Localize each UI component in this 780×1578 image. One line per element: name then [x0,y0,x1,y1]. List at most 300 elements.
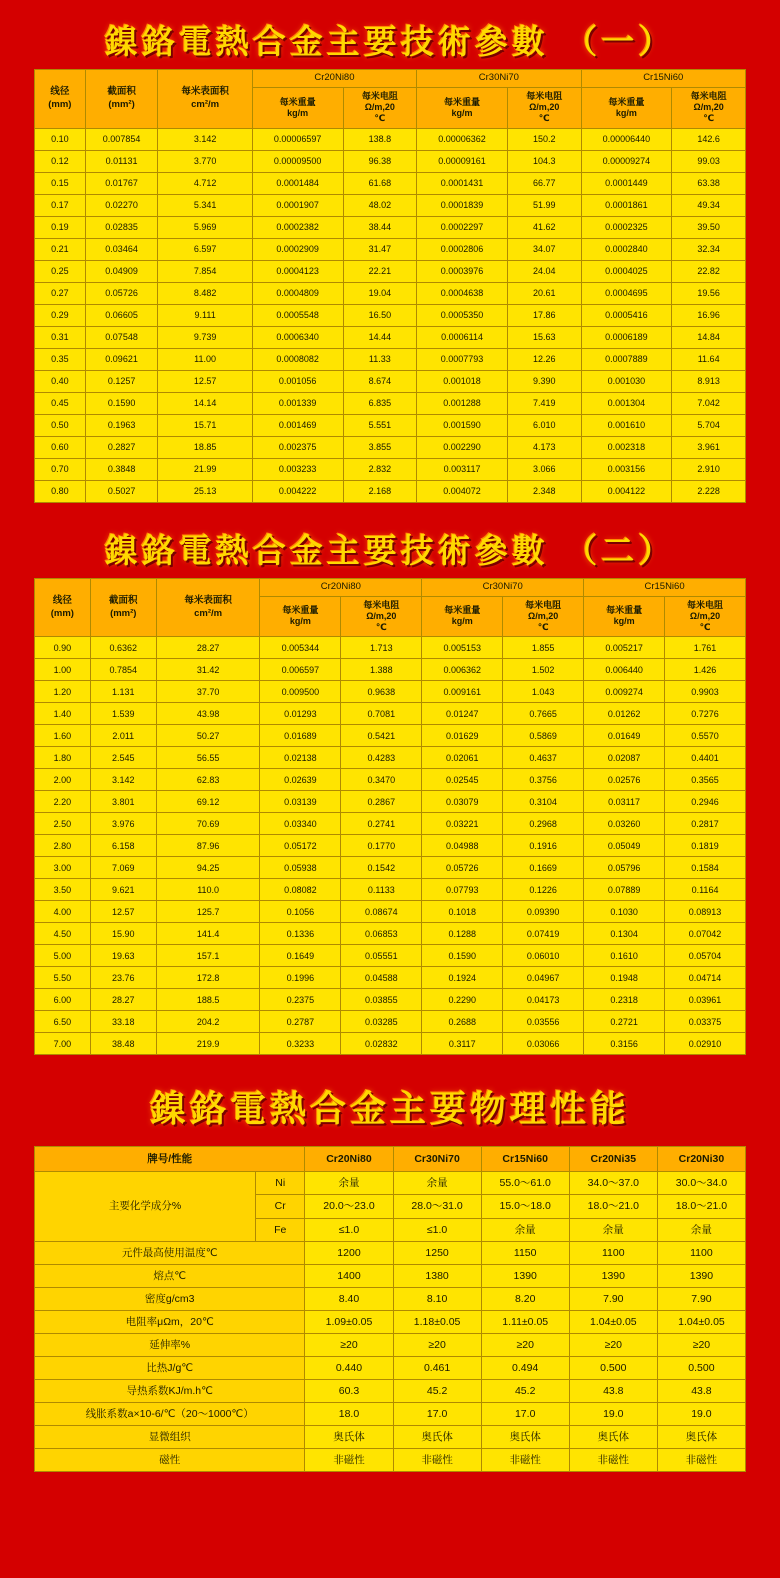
table-cell: 9.621 [90,879,156,901]
table-cell: 43.98 [156,703,260,725]
table-cell: 0.1226 [503,879,584,901]
table-cell: 43.8 [569,1379,657,1402]
table-cell: 6.50 [35,1011,91,1033]
table-cell: 0.02270 [85,194,158,216]
table-cell: 0.3117 [422,1033,503,1055]
table-cell: 1400 [305,1264,393,1287]
params-table-2-head [35,578,746,637]
table-cell: 11.00 [158,348,252,370]
table-cell: 0.3156 [584,1033,665,1055]
header-resistance-1: 每米电阻 Ω/m,20 ℃ [341,596,422,637]
table-row [35,1379,746,1402]
table-cell: ≥20 [569,1333,657,1356]
table-cell: 0.007854 [85,128,158,150]
table-cell: 0.0007889 [581,348,672,370]
table-cell: 0.1257 [85,370,158,392]
table-row [35,923,746,945]
table-header-row-top [35,70,746,88]
header-col-cr20ni80: Cr20Ni80 [305,1147,393,1172]
table-cell: 33.18 [90,1011,156,1033]
table-cell: 0.3756 [503,769,584,791]
table-cell: 20.0～23.0 [305,1195,393,1218]
table-cell: 66.77 [507,172,581,194]
table-cell: 0.1963 [85,414,158,436]
table-cell: 15.71 [158,414,252,436]
table-cell: 0.009274 [584,681,665,703]
table-cell: 138.8 [343,128,417,150]
table-cell: 0.1336 [260,923,341,945]
table-cell: 172.8 [156,967,260,989]
table-cell: 0.02832 [341,1033,422,1055]
table-cell: 0.01262 [584,703,665,725]
table-cell: 9.111 [158,304,252,326]
table-cell: 8.40 [305,1287,393,1310]
table-cell: 38.48 [90,1033,156,1055]
table-cell: 0.00009161 [417,150,508,172]
table-cell: 19.63 [90,945,156,967]
table-cell: 0.03464 [85,238,158,260]
table-cell: 61.68 [343,172,417,194]
table-cell: 7.90 [657,1287,745,1310]
table-cell: 0.03340 [260,813,341,835]
table-row [35,1403,746,1426]
table-cell: 0.1304 [584,923,665,945]
table-cell: 1.20 [35,681,91,703]
table-cell: 0.2787 [260,1011,341,1033]
table-cell: 5.00 [35,945,91,967]
table-cell: 0.0006189 [581,326,672,348]
table-cell: 0.0001484 [252,172,343,194]
table-row [35,326,746,348]
table-cell: 1.855 [503,637,584,659]
table-cell: 0.5570 [665,725,746,747]
table-row [35,260,746,282]
table-cell: 0.01247 [422,703,503,725]
table-cell: 19.04 [343,282,417,304]
header-group-cr20ni80: Cr20Ni80 [252,70,416,88]
table-cell: 0.0006114 [417,326,508,348]
table-cell: 20.61 [507,282,581,304]
header-weight-2: 每米重量 kg/m [422,596,503,637]
table-cell: 0.01131 [85,150,158,172]
table-cell: 2.80 [35,835,91,857]
table-cell: 0.0001907 [252,194,343,216]
header-grade-property: 牌号/性能 [35,1147,305,1172]
table-cell: 15.90 [90,923,156,945]
table-cell: 1200 [305,1241,393,1264]
table-cell: 0.002290 [417,436,508,458]
header-col-cr15ni60: Cr15Ni60 [481,1147,569,1172]
table-row [35,1264,746,1287]
table-cell: 0.2867 [341,791,422,813]
table-cell: 0.0004123 [252,260,343,282]
table-cell: 0.06605 [85,304,158,326]
table-cell: 41.62 [507,216,581,238]
table-cell: 96.38 [343,150,417,172]
table-cell: 0.005344 [260,637,341,659]
table-cell: 17.0 [393,1403,481,1426]
table-cell: 60.3 [305,1379,393,1402]
table-row [35,150,746,172]
params-table-1-head [35,70,746,129]
table-cell: 3.801 [90,791,156,813]
table-cell: 45.2 [393,1379,481,1402]
table-cell: 1.11±0.05 [481,1310,569,1333]
header-weight-3: 每米重量 kg/m [581,87,672,128]
table-cell: 43.8 [657,1379,745,1402]
header-weight-1: 每米重量 kg/m [252,87,343,128]
table-cell: 0.2721 [584,1011,665,1033]
table-cell: 2.168 [343,480,417,502]
table-row [35,945,746,967]
table-cell: 22.21 [343,260,417,282]
table-cell: ≥20 [657,1333,745,1356]
table-cell: 0.1030 [584,901,665,923]
table-cell: 0.70 [35,458,86,480]
table-cell: 0.5027 [85,480,158,502]
table-cell: 0.1590 [422,945,503,967]
table-row [35,835,746,857]
table-cell: 0.07548 [85,326,158,348]
table-cell: 0.0004809 [252,282,343,304]
table-cell: 22.82 [672,260,746,282]
table-cell: 0.1916 [503,835,584,857]
table-row [35,747,746,769]
table-row [35,725,746,747]
header-surface: 每米表面积 cm²/m [158,70,252,129]
table-cell: 0.03260 [584,813,665,835]
table-cell: 非磁性 [481,1449,569,1472]
header-area: 截面积 (mm²) [85,70,158,129]
table-cell: 0.03556 [503,1011,584,1033]
table-cell: 0.03066 [503,1033,584,1055]
table-cell: 0.1056 [260,901,341,923]
table-cell: 19.56 [672,282,746,304]
table-cell: 12.57 [90,901,156,923]
table-cell: 110.0 [156,879,260,901]
header-group-cr20ni80: Cr20Ni80 [260,578,422,596]
table-cell: 14.84 [672,326,746,348]
table-cell: 2.50 [35,813,91,835]
table-cell: 1.40 [35,703,91,725]
table-cell: 0.9638 [341,681,422,703]
table-cell: 1.713 [341,637,422,659]
table-cell: 9.390 [507,370,581,392]
table-cell: 0.440 [305,1356,393,1379]
table-cell: 3.142 [158,128,252,150]
table-row [35,967,746,989]
table-cell: 48.02 [343,194,417,216]
table-cell: 0.1133 [341,879,422,901]
table-cell: 0.08082 [260,879,341,901]
header-diameter: 线径 (mm) [35,70,86,129]
table-cell: 18.85 [158,436,252,458]
header-group-cr30ni70: Cr30Ni70 [422,578,584,596]
table-cell: 0.05726 [85,282,158,304]
table-cell: 34.0～37.0 [569,1172,657,1195]
section-params-1 [0,0,780,507]
table-cell: 31.42 [156,659,260,681]
table-cell: 32.34 [672,238,746,260]
table-cell: 6.00 [35,989,91,1011]
table-cell: 0.03139 [260,791,341,813]
physical-table-body [35,1172,746,1472]
table-cell: 0.80 [35,480,86,502]
table-cell: 0.1590 [85,392,158,414]
header-resistance-2: 每米电阻 Ω/m,20 ℃ [503,596,584,637]
table-cell: 2.228 [672,480,746,502]
table-cell: 99.03 [672,150,746,172]
table-cell: 0.2741 [341,813,422,835]
table-cell: 150.2 [507,128,581,150]
table-cell: 0.0005548 [252,304,343,326]
table-cell: 0.2290 [422,989,503,1011]
table-row [35,436,746,458]
table-cell: 余量 [657,1218,745,1241]
row-label: 线胀系数a×10-6/℃（20～1000℃） [35,1403,305,1426]
table-cell: 37.70 [156,681,260,703]
table-cell: 1.043 [503,681,584,703]
table-cell: 0.01767 [85,172,158,194]
table-cell: 2.910 [672,458,746,480]
table-cell: 1.18±0.05 [393,1310,481,1333]
table-cell: 1.388 [341,659,422,681]
table-cell: 3.976 [90,813,156,835]
table-cell: 219.9 [156,1033,260,1055]
table-cell: 3.066 [507,458,581,480]
table-cell: 0.003156 [581,458,672,480]
table-cell: 0.05172 [260,835,341,857]
table-cell: 余量 [393,1172,481,1195]
table-row [35,304,746,326]
table-cell: 18.0～21.0 [569,1195,657,1218]
table-cell: 5.969 [158,216,252,238]
table-row [35,1172,746,1195]
table-cell: 4.712 [158,172,252,194]
table-cell: 0.08913 [665,901,746,923]
table-cell: 0.02061 [422,747,503,769]
table-cell: 0.1018 [422,901,503,923]
table-cell: 0.4401 [665,747,746,769]
table-cell: 0.001469 [252,414,343,436]
table-cell: 8.20 [481,1287,569,1310]
table-cell: 0.01649 [584,725,665,747]
header-diameter: 线径 (mm) [35,578,91,637]
table-cell: 0.009161 [422,681,503,703]
table-cell: 0.006597 [260,659,341,681]
table-cell: 0.02639 [260,769,341,791]
row-label: 密度g/cm3 [35,1287,305,1310]
table-cell: 12.26 [507,348,581,370]
table-row [35,370,746,392]
table-cell: 0.40 [35,370,86,392]
table-row [35,769,746,791]
table-cell: 0.0001839 [417,194,508,216]
table-cell: 8.10 [393,1287,481,1310]
table-cell: 0.03079 [422,791,503,813]
table-cell: 0.00009274 [581,150,672,172]
table-cell: 1390 [657,1264,745,1287]
table-cell: 1250 [393,1241,481,1264]
table-cell: 0.001018 [417,370,508,392]
table-cell: 0.001030 [581,370,672,392]
table-row [35,1426,746,1449]
table-row [35,1333,746,1356]
table-row [35,238,746,260]
table-cell: 62.83 [156,769,260,791]
table-cell: 0.0001449 [581,172,672,194]
table-row [35,1241,746,1264]
table-cell: 1.131 [90,681,156,703]
table-cell: 0.2318 [584,989,665,1011]
table-cell: 0.12 [35,150,86,172]
table-cell: 0.461 [393,1356,481,1379]
header-weight-3: 每米重量 kg/m [584,596,665,637]
table-cell: 8.913 [672,370,746,392]
table-cell: ≥20 [481,1333,569,1356]
table-cell: 1390 [481,1264,569,1287]
table-cell: ≤1.0 [393,1218,481,1241]
physical-table [34,1146,746,1472]
table-row [35,1310,746,1333]
table-cell: 0.35 [35,348,86,370]
table-cell: 0.0002325 [581,216,672,238]
header-area: 截面积 (mm²) [90,578,156,637]
table-cell: 38.44 [343,216,417,238]
table-cell: 2.545 [90,747,156,769]
table-row [35,1033,746,1055]
table-cell: 19.0 [569,1403,657,1426]
row-label-chemical-composition: 主要化学成分% [35,1172,256,1241]
table-cell: 0.04714 [665,967,746,989]
table-cell: 0.10 [35,128,86,150]
table-cell: 30.0～34.0 [657,1172,745,1195]
table-cell: 7.90 [569,1287,657,1310]
table-cell: 0.09390 [503,901,584,923]
table-cell: 18.0～21.0 [657,1195,745,1218]
table-cell: 奥氏体 [481,1426,569,1449]
table-cell: 0.0002840 [581,238,672,260]
table-cell: 0.07793 [422,879,503,901]
table-cell: 1.502 [503,659,584,681]
table-cell: 0.45 [35,392,86,414]
table-cell: 0.03285 [341,1011,422,1033]
table-cell: 0.2827 [85,436,158,458]
table-cell: 0.05726 [422,857,503,879]
header-resistance-3: 每米电阻 Ω/m,20 ℃ [672,87,746,128]
section-params-2 [0,507,780,1060]
row-label: 比热J/g℃ [35,1356,305,1379]
row-label: 熔点℃ [35,1264,305,1287]
table-cell: 0.500 [569,1356,657,1379]
table-row [35,172,746,194]
table-cell: 0.0007793 [417,348,508,370]
table-cell: 3.855 [343,436,417,458]
table-cell: 0.00009500 [252,150,343,172]
table-cell: 0.006440 [584,659,665,681]
table-cell: 0.0002382 [252,216,343,238]
table-cell: 70.69 [156,813,260,835]
table-cell: 2.011 [90,725,156,747]
table-cell: 12.57 [158,370,252,392]
table-cell: 0.21 [35,238,86,260]
header-group-cr15ni60: Cr15Ni60 [581,70,745,88]
table-cell: 0.2946 [665,791,746,813]
table-cell: 1.09±0.05 [305,1310,393,1333]
table-cell: 0.002318 [581,436,672,458]
table-row [35,392,746,414]
table-cell: 0.5421 [341,725,422,747]
table-cell: ≥20 [393,1333,481,1356]
table-cell: 0.02138 [260,747,341,769]
table-cell: 125.7 [156,901,260,923]
section-3-title: 鎳鉻電熱合金主要物理性能 [149,1088,630,1131]
table-cell: 0.1164 [665,879,746,901]
table-cell: 188.5 [156,989,260,1011]
table-cell: 1100 [569,1241,657,1264]
table-cell: 2.348 [507,480,581,502]
header-resistance-3: 每米电阻 Ω/m,20 ℃ [665,596,746,637]
table-cell: ≤1.0 [305,1218,393,1241]
table-cell: 0.004122 [581,480,672,502]
table-row [35,703,746,725]
table-cell: 0.2688 [422,1011,503,1033]
table-cell: 0.1649 [260,945,341,967]
table-cell: 11.64 [672,348,746,370]
table-cell: 3.770 [158,150,252,172]
table-cell: 0.1924 [422,967,503,989]
table-cell: 0.25 [35,260,86,282]
table-cell: 14.14 [158,392,252,414]
table-row [35,216,746,238]
table-cell: 0.5869 [503,725,584,747]
header-resistance-2: 每米电阻 Ω/m,20 ℃ [507,87,581,128]
table-row [35,480,746,502]
table-cell: 0.27 [35,282,86,304]
table-cell: 7.419 [507,392,581,414]
table-cell: 0.05796 [584,857,665,879]
table-row [35,128,746,150]
table-cell: 非磁性 [657,1449,745,1472]
table-cell: 0.05049 [584,835,665,857]
table-cell: 0.0005350 [417,304,508,326]
table-cell: 19.0 [657,1403,745,1426]
table-cell: 6.158 [90,835,156,857]
table-cell: 0.500 [657,1356,745,1379]
table-cell: 0.001304 [581,392,672,414]
table-cell: 0.03117 [584,791,665,813]
table-cell: 0.3848 [85,458,158,480]
table-cell: 0.0005416 [581,304,672,326]
table-cell: 28.27 [90,989,156,1011]
table-cell: 0.0004025 [581,260,672,282]
table-cell: 0.15 [35,172,86,194]
row-label: 显微组织 [35,1426,305,1449]
table-cell: 69.12 [156,791,260,813]
table-cell: 56.55 [156,747,260,769]
table-cell: 0.60 [35,436,86,458]
table-cell: 0.1584 [665,857,746,879]
table-cell: 0.005153 [422,637,503,659]
header-weight-2: 每米重量 kg/m [417,87,508,128]
table-cell: 0.003117 [417,458,508,480]
table-cell: 1.539 [90,703,156,725]
header-resistance-1: 每米电阻 Ω/m,20 ℃ [343,87,417,128]
table-cell: 50.27 [156,725,260,747]
table-cell: 0.0004638 [417,282,508,304]
table-cell: 0.02576 [584,769,665,791]
header-group-cr30ni70: Cr30Ni70 [417,70,581,88]
